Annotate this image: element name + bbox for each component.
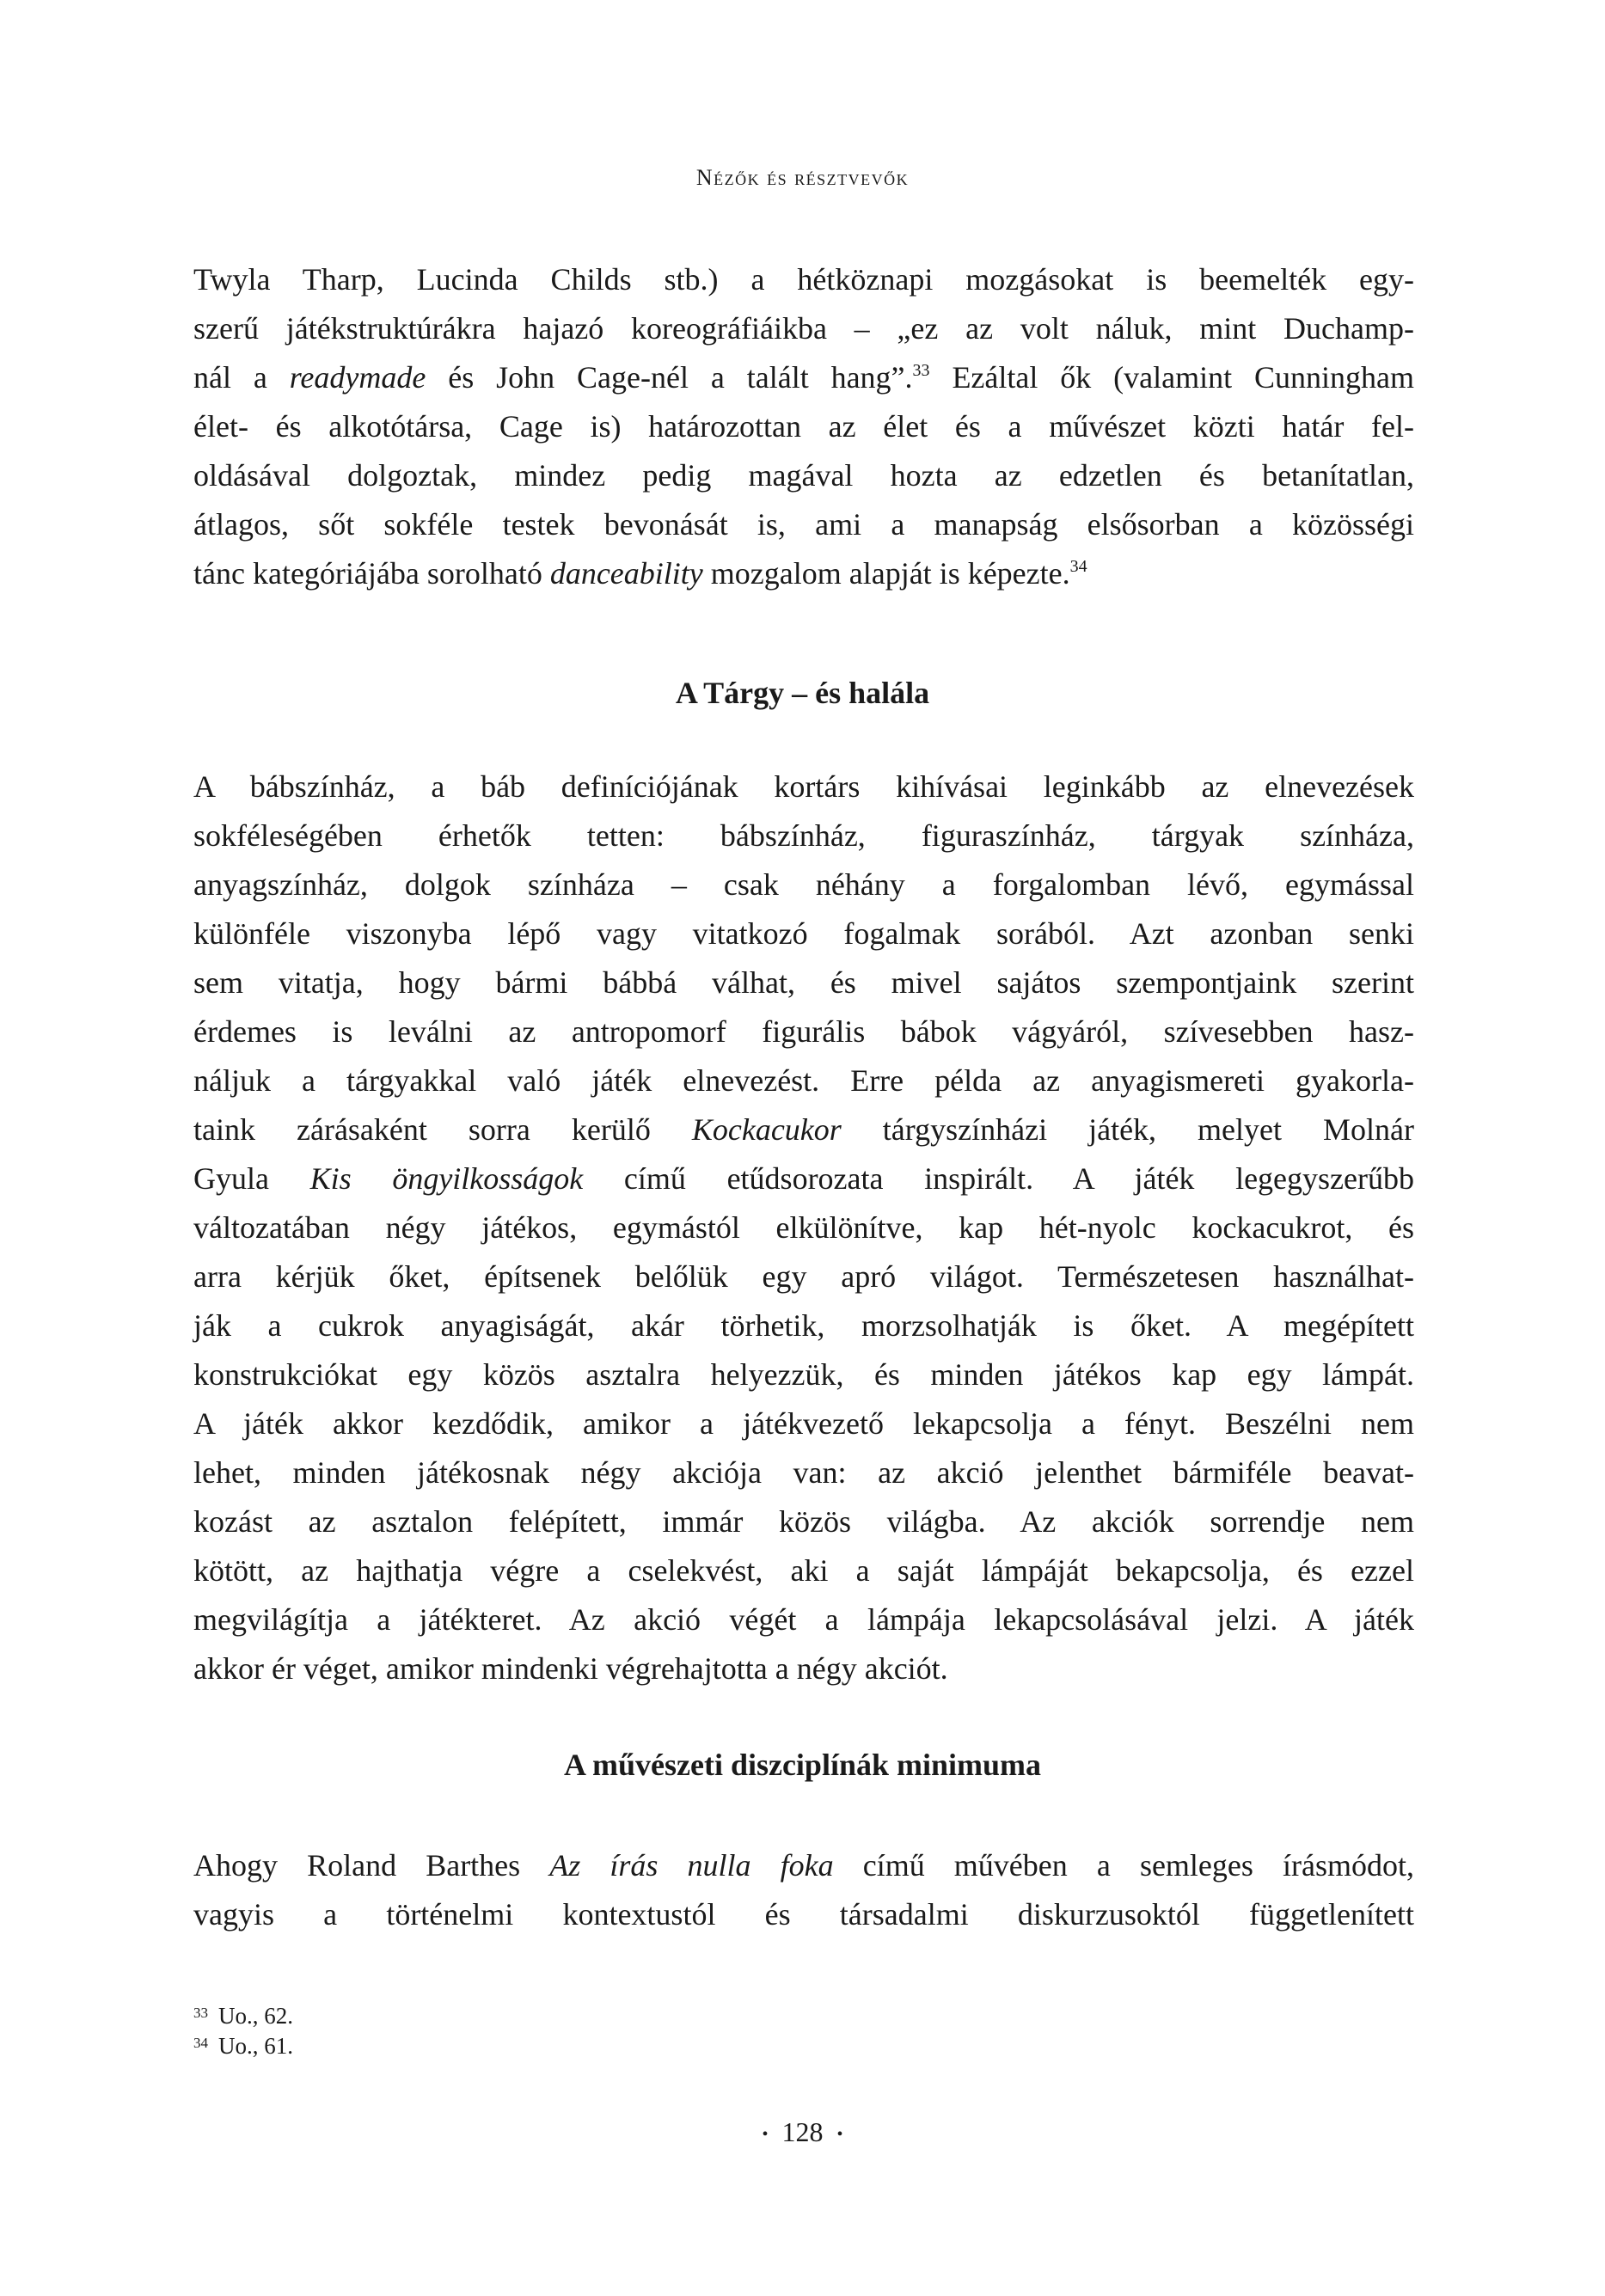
footnote-34: $^{34}$ Uo., 61. bbox=[193, 2033, 293, 2059]
text-line: tánc kategóriájába sorolható danceability mozgalom alapját is képezte.$^{34}$ bbox=[193, 556, 1087, 591]
page-number-value: 128 bbox=[781, 2116, 824, 2147]
footnote-ref: 34 bbox=[1069, 557, 1087, 576]
text-line: változatában négy játékos, egymástól elkülönítve, kap hét-nyolc kockacukrot, és bbox=[193, 1210, 1414, 1245]
paragraph-minimum bbox=[193, 1841, 1414, 1939]
text-line: konstrukciókat egy közös asztalra helyezzük, és minden játékos kap egy lámpát. bbox=[193, 1357, 1414, 1392]
italic-term: readymade bbox=[289, 360, 426, 395]
text-line: taink zárásaként sorra kerülő Kockacukor tárgyszínházi játék, melyet Molnár bbox=[193, 1112, 1415, 1147]
bullet-icon: • bbox=[762, 2125, 769, 2145]
italic-title: Az írás nulla foka bbox=[549, 1848, 834, 1883]
paragraph-targy bbox=[193, 762, 1414, 1693]
text-line: megvilágítja a játékteret. Az akció végét a lámpája lekapcsolásával jelzi. A játék bbox=[193, 1602, 1414, 1637]
text-line: sokféleségében érhetők tetten: bábszínház, figuraszínház, tárgyak színháza, bbox=[193, 818, 1414, 853]
footnote-33: $^{33}$ Uo., 62. bbox=[193, 2003, 293, 2029]
text-line: különféle viszonyba lépő vagy vitatkozó fogalmak sorából. Azt azonban senki bbox=[193, 916, 1414, 951]
text-line: érdemes is leválni az antropomorf figurális bábok vágyáról, szívesebben hasz- bbox=[193, 1014, 1414, 1049]
text-line: oldásával dolgoztak, mindez pedig magával hozta az edzetlen és betanítatlan, bbox=[193, 458, 1414, 493]
section-heading-minimum: A művészeti diszciplínák minimuma bbox=[563, 1748, 1042, 1782]
text-line: Ahogy Roland Barthes Az írás nulla foka című művében a semleges írásmódot, bbox=[193, 1848, 1414, 1883]
text-line: vagyis a történelmi kontextustól és társadalmi diskurzusoktól függetlenített bbox=[193, 1897, 1414, 1932]
text-line: átlagos, sőt sokféle testek bevonását is, ami a manapság elsősorban a közösségi bbox=[193, 507, 1414, 542]
text-line: lehet, minden játékosnak négy akciója van: az akció jelenthet bármiféle beavat- bbox=[193, 1455, 1414, 1490]
text-line: kötött, az hajthatja végre a cselekvést, aki a saját lámpáját bekapcsolja, és ezzel bbox=[193, 1553, 1414, 1588]
paragraph-1 bbox=[193, 255, 1414, 598]
section-heading-targy: A Tárgy – és halála bbox=[675, 676, 930, 710]
italic-term: danceability bbox=[549, 556, 703, 591]
running-head: Nézők és résztvevők bbox=[695, 165, 910, 190]
footnote-ref: 33 bbox=[912, 361, 930, 380]
text-line: ják a cukrok anyagiságát, akár törhetik, morzsolhatják is őket. A megépített bbox=[193, 1308, 1414, 1343]
text-line: szerű játékstruktúrákra hajazó koreográfiáikba – „ez az volt náluk, mint Duchamp- bbox=[193, 311, 1414, 346]
page-number bbox=[0, 2116, 1605, 2148]
text-line: A bábszínház, a báb definíciójának kortárs kihívásai leginkább az elnevezések bbox=[193, 769, 1414, 804]
text-line: Twyla Tharp, Lucinda Childs stb.) a hétköznapi mozgásokat is beemelték egy- bbox=[193, 262, 1414, 297]
text-line: sem vitatja, hogy bármi bábbá válhat, és mivel sajátos szempontjaink szerint bbox=[193, 965, 1414, 1000]
text-line: anyagszínház, dolgok színháza – csak néhány a forgalomban lévő, egymással bbox=[193, 867, 1414, 902]
text-line: kozást az asztalon felépített, immár közös világba. Az akciók sorrendje nem bbox=[193, 1504, 1414, 1539]
bullet-icon: • bbox=[836, 2125, 843, 2145]
text-line: A játék akkor kezdődik, amikor a játékvezető lekapcsolja a fényt. Beszélni nem bbox=[193, 1406, 1414, 1441]
italic-title: Kis öngyilkosságok bbox=[309, 1161, 584, 1196]
text-line: élet- és alkotótársa, Cage is) határozottan az élet és a művészet közti határ fel- bbox=[193, 409, 1414, 444]
text-line: arra kérjük őket, építsenek belőlük egy apró világot. Természetesen használhat- bbox=[193, 1259, 1414, 1294]
text-line: Gyula Kis öngyilkosságok című etűdsorozata inspirált. A játék legegyszerűbb bbox=[193, 1161, 1414, 1196]
text-line: akkor ér véget, amikor mindenki végrehajtotta a négy akciót. bbox=[193, 1651, 948, 1686]
text-line: náljuk a tárgyakkal való játék elnevezést. Erre példa az anyagismereti gyakorla- bbox=[193, 1063, 1414, 1098]
footnotes bbox=[193, 2001, 293, 2061]
italic-title: Kockacukor bbox=[691, 1112, 842, 1147]
text-line: nál a readymade és John Cage-nél a talált hang”.$^{33}$ Ezáltal ők (valamint Cunningham bbox=[193, 360, 1414, 395]
